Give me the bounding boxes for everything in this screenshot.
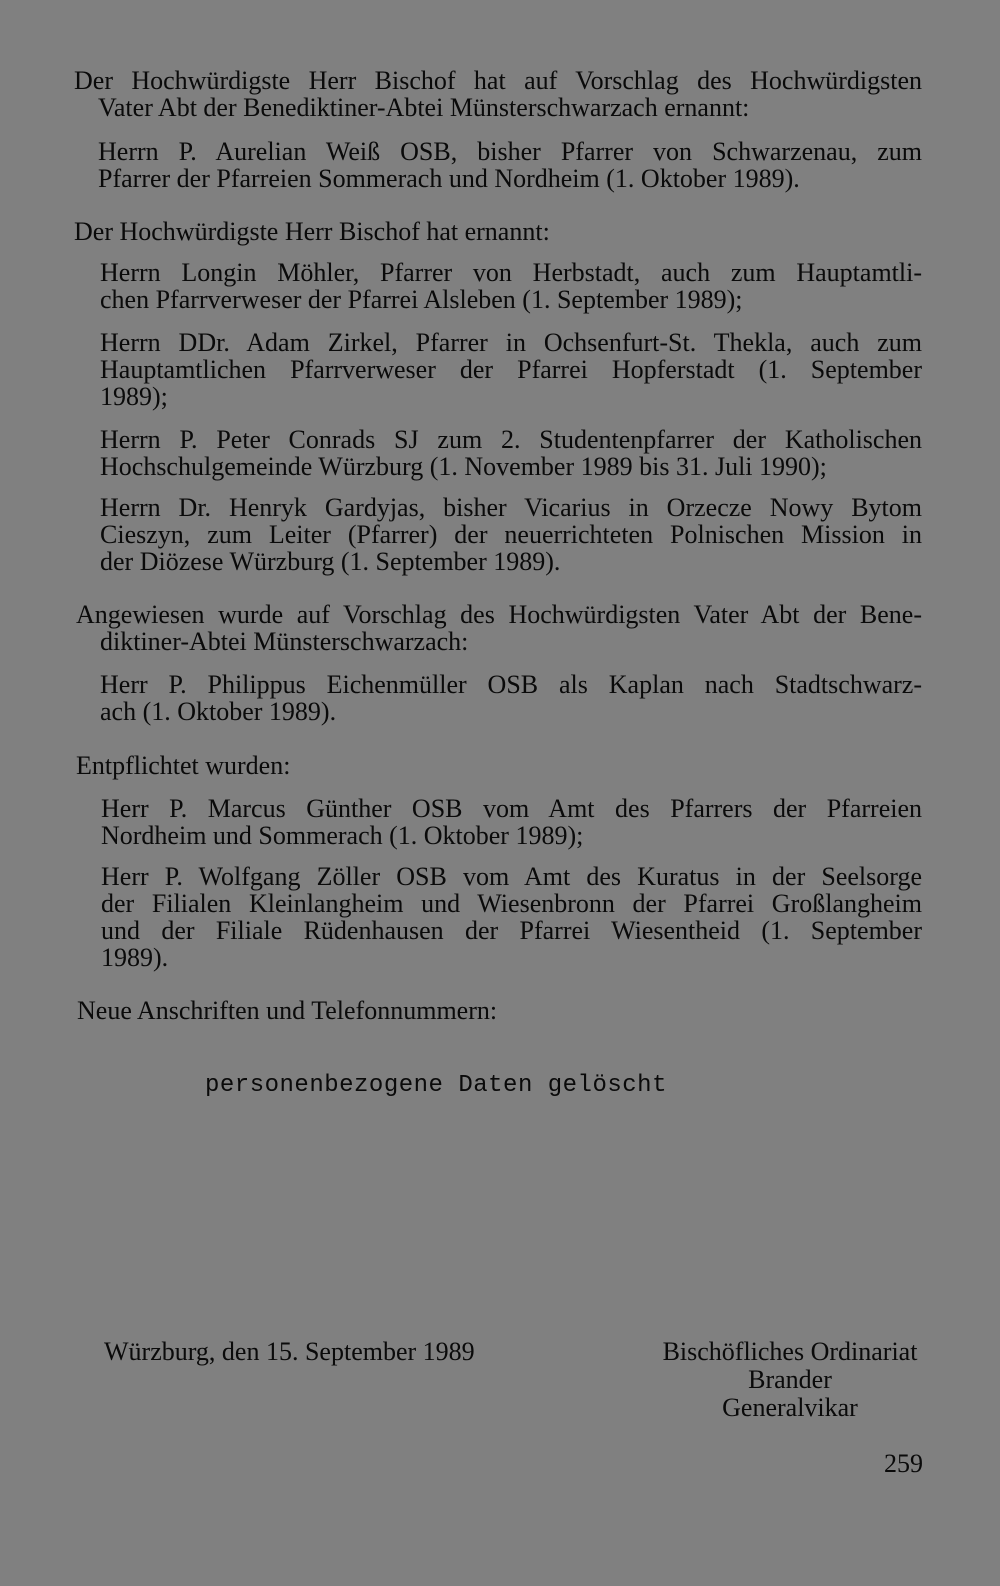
text-line: der Filialen Kleinlangheim und Wiesenbronn der Pfarrei Großlangheim <box>101 889 922 918</box>
redaction-note: personenbezogene Daten gelöscht <box>205 1072 667 1099</box>
section-4-intro <box>76 752 922 779</box>
text-line: Entpflichtet wurden: <box>76 751 291 780</box>
text-line: 1989). <box>101 943 169 972</box>
signature-block <box>640 1338 940 1422</box>
text-line: chen Pfarrverweser der Pfarrei Alsleben (1. September 1989); <box>100 285 743 314</box>
text-line: Herrn DDr. Adam Zirkel, Pfarrer in Ochsenfurt-St. Thekla, auch zum <box>100 328 922 357</box>
page-number: 259 <box>884 1449 923 1478</box>
text-line: und der Filiale Rüdenhausen der Pfarrei Wiesentheid (1. September <box>101 916 922 945</box>
text-line: diktiner-Abtei Münsterschwarzach: <box>100 627 469 656</box>
text-line: Cieszyn, zum Leiter (Pfarrer) der neuerrichteten Polnischen Mission in <box>100 520 922 549</box>
text-line: Herrn Dr. Henryk Gardyjas, bisher Vicarius in Orzecze Nowy Bytom <box>100 493 922 522</box>
text-line: Herrn P. Aurelian Weiß OSB, bisher Pfarrer von Schwarzenau, zum <box>98 137 922 166</box>
text-line: Nordheim und Sommerach (1. Oktober 1989); <box>101 821 584 850</box>
text-line: der Diözese Würzburg (1. September 1989). <box>100 547 561 576</box>
text-line: Pfarrer der Pfarreien Sommerach und Nordheim (1. Oktober 1989). <box>98 164 800 193</box>
text-line: Herr P. Philippus Eichenmüller OSB als Kaplan nach Stadtschwarz- <box>100 670 922 699</box>
text-line: Der Hochwürdigste Herr Bischof hat auf Vorschlag des Hochwürdigsten <box>74 66 922 95</box>
section-4-entry-1 <box>101 795 922 849</box>
section-2-intro <box>74 218 922 245</box>
section-1-intro <box>74 67 922 121</box>
signature-name: Brander <box>748 1365 832 1394</box>
signature-institution: Bischöfliches Ordinariat <box>662 1337 918 1366</box>
place-date: Würzburg, den 15. September 1989 <box>104 1337 475 1366</box>
text-line: Hochschulgemeinde Würzburg (1. November 1989 bis 31. Juli 1990); <box>100 452 827 481</box>
section-3-intro <box>76 601 922 655</box>
section-1-entry-1 <box>98 138 922 192</box>
section-2-entry-2 <box>100 329 922 410</box>
section-2-entry-1 <box>100 259 922 313</box>
text-line: Der Hochwürdigste Herr Bischof hat ernannt: <box>74 217 550 246</box>
text-line: Hauptamtlichen Pfarrverweser der Pfarrei Hopferstadt (1. September <box>100 355 922 384</box>
text-line: Herr P. Wolfgang Zöller OSB vom Amt des Kuratus in der Seelsorge <box>101 862 922 891</box>
text-line: 1989); <box>100 382 168 411</box>
section-3-entry-1 <box>100 671 922 725</box>
text-line: ach (1. Oktober 1989). <box>100 697 337 726</box>
section-4-entry-2 <box>101 863 922 971</box>
section-2-entry-4 <box>100 494 922 575</box>
text-line: Herrn P. Peter Conrads SJ zum 2. Studentenpfarrer der Katholischen <box>100 425 922 454</box>
text-line: Herrn Longin Möhler, Pfarrer von Herbstadt, auch zum Hauptamtli- <box>100 258 922 287</box>
signature-title: Generalvikar <box>722 1393 858 1422</box>
text-line: Angewiesen wurde auf Vorschlag des Hochwürdigsten Vater Abt der Bene- <box>76 600 922 629</box>
text-line: Herr P. Marcus Günther OSB vom Amt des Pfarrers der Pfarreien <box>101 794 922 823</box>
text-line: Vater Abt der Benediktiner-Abtei Münsterschwarzach ernannt: <box>98 93 750 122</box>
addresses-heading: Neue Anschriften und Telefonnummern: <box>77 996 498 1025</box>
section-2-entry-3 <box>100 426 922 480</box>
